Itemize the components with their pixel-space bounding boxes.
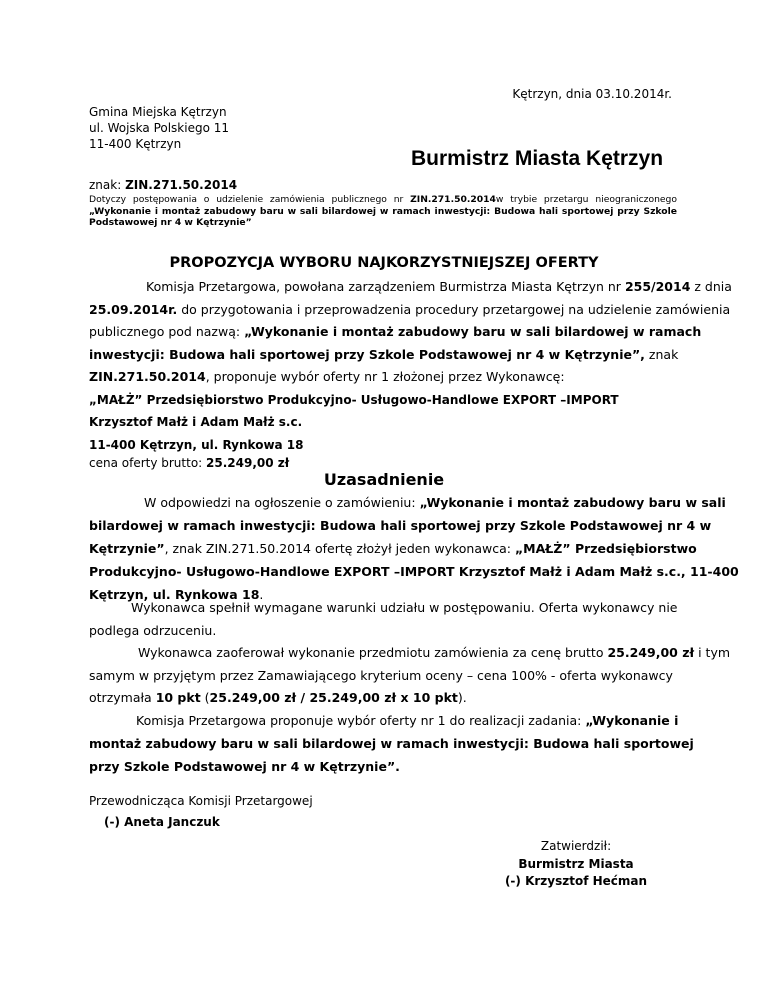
recipient-title: Burmistrz Miasta Kętrzyn [411, 147, 664, 170]
subject-line: Dotyczy postępowania o udzielenie zamówienia publicznego nr ZIN.271.50.2014w trybie przetargu nieograniczonego [89, 194, 678, 205]
paragraph-line: Wykonawca spełnił wymagane warunki udziału w postępowaniu. Oferta wykonawcy nie [131, 600, 678, 615]
sender-line: Gmina Miejska Kętrzyn [89, 105, 227, 119]
paragraph-line: inwestycji: Budowa hali sportowej przy Szkole Podstawowej nr 4 w Kętrzynie”, znak [89, 346, 679, 362]
justification-heading: Uzasadnienie [323, 470, 445, 489]
committee-chair-label: Przewodnicząca Komisji Przetargowej [89, 794, 313, 808]
paragraph-line: otrzymała 10 pkt (25.249,00 zł / 25.249,00 zł x 10 pkt). [89, 690, 467, 706]
subject-line: „Wykonanie i montaż zabudowy baru w sali bilardowej w ramach inwestycji: Budowa hali sportowej przy Szkole [89, 205, 677, 217]
reference-value: ZIN.271.50.2014 [125, 178, 238, 192]
document-heading: PROPOZYCJA WYBORU NAJKORZYSTNIEJSZEJ OFERTY [169, 255, 599, 271]
reference-number [89, 178, 237, 192]
sender-line: 11-400 Kętrzyn [89, 137, 182, 151]
evaluation-paragraph [89, 642, 731, 710]
subject-line: Podstawowej nr 4 w Kętrzynie” [89, 217, 252, 228]
contractor-line: Krzysztof Małż i Adam Małż s.c. [89, 415, 303, 430]
paragraph-line: podlega odrzuceniu. [89, 622, 217, 638]
approval-block [496, 838, 656, 891]
contractor-block [89, 389, 619, 456]
proposal-paragraph [89, 276, 732, 389]
paragraph-line: bilardowej w ramach inwestycji: Budowa hali sportowej przy Szkole Podstawowej nr 4 w [89, 518, 712, 534]
contractor-line: „MAŁŻ” Przedsiębiorstwo Produkcyjno- Usługowo-Handlowe EXPORT –IMPORT [89, 393, 619, 407]
reference-label: znak: [89, 178, 122, 192]
offer-price [89, 456, 289, 470]
justification-paragraph [89, 491, 739, 606]
paragraph-line: Komisja Przetargowa proponuje wybór oferty nr 1 do realizacji zadania: „Wykonanie i [136, 713, 679, 728]
paragraph-line: Wykonawca zaoferował wykonanie przedmiotu zamówienia za cenę brutto 25.249,00 zł i tym [138, 645, 731, 660]
sender-line: ul. Wojska Polskiego 11 [89, 121, 230, 135]
document-date: Kętrzyn, dnia 03.10.2014r. [512, 87, 672, 101]
approval-title: Burmistrz Miasta [518, 856, 634, 871]
paragraph-line: publicznego pod nazwą: „Wykonanie i montaż zabudowy baru w sali bilardowej w ramach [89, 324, 702, 340]
paragraph-line: montaż zabudowy baru w sali bilardowej w ramach inwestycji: Budowa hali sportowej [89, 736, 694, 752]
sender-address [89, 104, 229, 152]
approval-label: Zatwierdził: [540, 839, 612, 853]
paragraph-line: Kętrzyn, ul. Rynkowa 18. [89, 587, 264, 603]
eligibility-paragraph [89, 597, 677, 642]
paragraph-line: 25.09.2014r. do przygotowania i przeprowadzenia procedury przetargowej na udzielenie zamówienia [89, 301, 731, 317]
paragraph-line: przy Szkole Podstawowej nr 4 w Kętrzynie”. [89, 759, 400, 775]
subject-note [89, 194, 677, 229]
paragraph-line: Komisja Przetargowa, powołana zarządzeniem Burmistrza Miasta Kętrzyn nr 255/2014 z dnia [146, 279, 732, 294]
paragraph-line: Kętrzynie”, znak ZIN.271.50.2014 ofertę złożył jeden wykonawca: „MAŁŻ” Przedsiębiorstwo [89, 541, 697, 557]
paragraph-line: Produkcyjno- Usługowo-Handlowe EXPORT –IMPORT Krzysztof Małż i Adam Małż s.c., 11-400 [89, 564, 739, 580]
contractor-line: 11-400 Kętrzyn, ul. Rynkowa 18 [89, 437, 304, 452]
price-label: cena oferty brutto: [89, 456, 203, 470]
committee-chair-name: (-) Aneta Janczuk [104, 815, 220, 829]
price-value: 25.249,00 zł [206, 456, 290, 470]
paragraph-line: samym w przyjętym przez Zamawiającego kryterium oceny – cena 100% - oferta wykonawcy [89, 667, 673, 683]
paragraph-line: ZIN.271.50.2014, proponuje wybór oferty nr 1 złożonej przez Wykonawcę: [89, 369, 565, 385]
paragraph-line: W odpowiedzi na ogłoszenie o zamówieniu: „Wykonanie i montaż zabudowy baru w sali [144, 495, 726, 510]
approval-name: (-) Krzysztof Hećman [504, 874, 648, 888]
recommendation-paragraph [89, 709, 694, 778]
